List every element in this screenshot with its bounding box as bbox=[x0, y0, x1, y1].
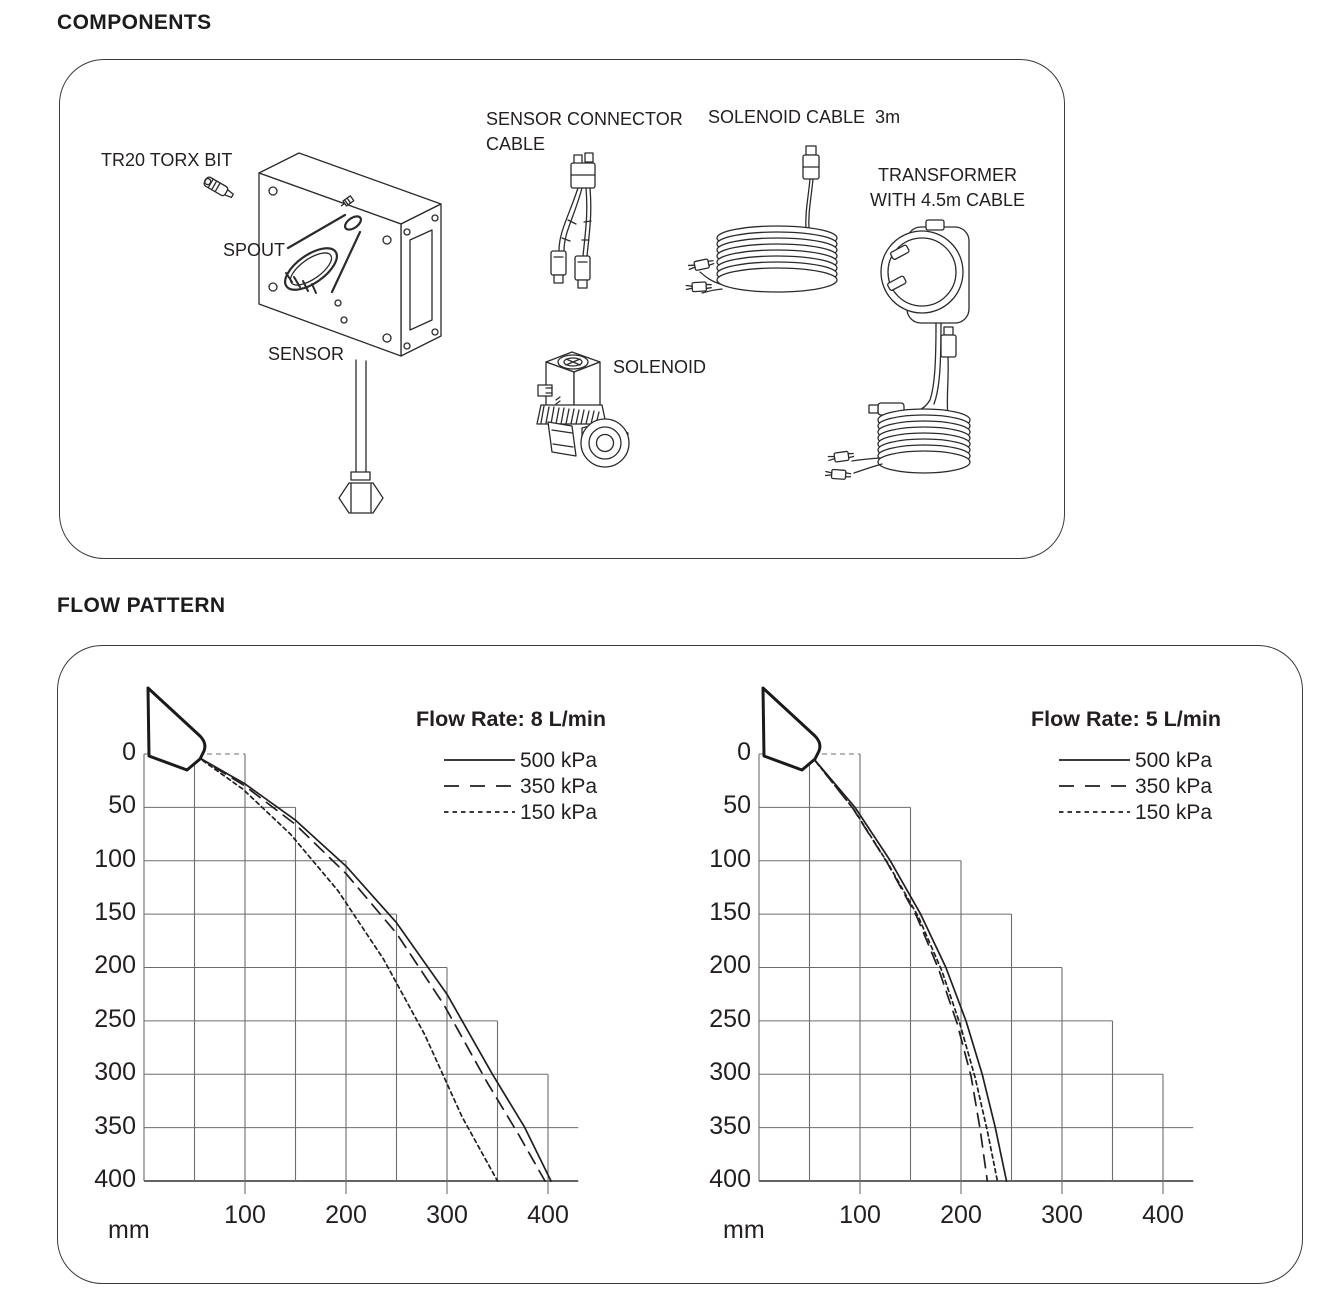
y-tick-label: 0 bbox=[122, 738, 136, 766]
solenoid-cable-drawing bbox=[686, 146, 837, 293]
y-tick-label: 150 bbox=[709, 898, 751, 926]
flow-curves-5lmin bbox=[812, 756, 1007, 1181]
label-transformer-2: WITH 4.5m CABLE bbox=[869, 190, 1026, 210]
y-tick-label: 200 bbox=[709, 951, 751, 979]
label-spout: SPOUT bbox=[223, 240, 286, 260]
y-axis-left bbox=[94, 738, 136, 1193]
components-panel bbox=[59, 59, 1065, 559]
label-sensor-cable-2: CABLE bbox=[486, 134, 546, 154]
x-axis-right bbox=[723, 1201, 1184, 1244]
label-transformer-1: TRANSFORMER bbox=[878, 165, 1017, 185]
y-tick-label: 50 bbox=[108, 791, 136, 819]
components-drawings bbox=[60, 60, 1064, 558]
y-tick-label: 400 bbox=[709, 1165, 751, 1193]
x-axis-unit-label: mm bbox=[723, 1216, 765, 1244]
x-axis-left bbox=[108, 1201, 569, 1244]
label-solenoid-cable: SOLENOID CABLE 3m bbox=[708, 107, 901, 127]
solenoid-cable-coil bbox=[717, 226, 837, 292]
y-tick-label: 350 bbox=[94, 1112, 136, 1140]
x-tick-label: 400 bbox=[527, 1201, 569, 1229]
sensor-assembly-drawing bbox=[259, 153, 441, 513]
legend-entry: 350 kPa bbox=[520, 775, 598, 798]
y-axis-right bbox=[709, 738, 751, 1193]
y-tick-label: 400 bbox=[94, 1165, 136, 1193]
legend-entry: 500 kPa bbox=[520, 749, 598, 772]
transformer-drawing bbox=[825, 220, 970, 480]
y-tick-label: 200 bbox=[94, 951, 136, 979]
label-solenoid: SOLENOID bbox=[613, 357, 707, 377]
legend-8lmin bbox=[416, 707, 606, 824]
legend-entry: 150 kPa bbox=[520, 801, 598, 824]
x-tick-label: 300 bbox=[426, 1201, 468, 1229]
y-tick-label: 50 bbox=[723, 791, 751, 819]
y-tick-label: 0 bbox=[737, 738, 751, 766]
y-tick-label: 100 bbox=[94, 845, 136, 873]
x-tick-label: 400 bbox=[1142, 1201, 1184, 1229]
x-tick-label: 200 bbox=[325, 1201, 367, 1229]
curve-150kpa bbox=[812, 756, 998, 1181]
y-tick-label: 250 bbox=[94, 1005, 136, 1033]
spout-outline-icon bbox=[763, 688, 820, 770]
spout-outline-icon bbox=[148, 688, 205, 770]
x-tick-label: 100 bbox=[224, 1201, 266, 1229]
torx-bit-drawing bbox=[203, 176, 235, 200]
x-tick-label: 300 bbox=[1041, 1201, 1083, 1229]
sensor-connector-cable-drawing bbox=[551, 153, 595, 288]
y-tick-label: 300 bbox=[94, 1058, 136, 1086]
flow-pattern-charts bbox=[58, 646, 1302, 1283]
y-tick-label: 250 bbox=[709, 1005, 751, 1033]
legend-5lmin bbox=[1031, 707, 1221, 824]
y-tick-label: 100 bbox=[709, 845, 751, 873]
label-sensor-cable-1: SENSOR CONNECTOR bbox=[486, 109, 683, 129]
y-tick-label: 350 bbox=[709, 1112, 751, 1140]
components-section-title: COMPONENTS bbox=[57, 11, 212, 34]
x-tick-label: 200 bbox=[940, 1201, 982, 1229]
x-axis-unit-label: mm bbox=[108, 1216, 150, 1244]
legend-entry: 350 kPa bbox=[1135, 775, 1213, 798]
chart-title: Flow Rate: 5 L/min bbox=[1031, 707, 1221, 731]
transformer-cable-coil bbox=[878, 409, 970, 473]
y-tick-label: 300 bbox=[709, 1058, 751, 1086]
curve-150kpa bbox=[197, 756, 498, 1181]
curve-350kpa bbox=[197, 756, 546, 1181]
chart-title: Flow Rate: 8 L/min bbox=[416, 707, 606, 731]
flow-pattern-panel bbox=[57, 645, 1303, 1284]
flow-pattern-section-title: FLOW PATTERN bbox=[57, 594, 226, 617]
flow-grid-right bbox=[759, 754, 1193, 1194]
legend-entry: 150 kPa bbox=[1135, 801, 1213, 824]
label-sensor: SENSOR bbox=[268, 344, 345, 364]
x-tick-label: 100 bbox=[839, 1201, 881, 1229]
legend-entry: 500 kPa bbox=[1135, 749, 1213, 772]
flow-grid-left bbox=[144, 754, 578, 1194]
label-torx-bit: TR20 TORX BIT bbox=[101, 150, 233, 170]
y-tick-label: 150 bbox=[94, 898, 136, 926]
